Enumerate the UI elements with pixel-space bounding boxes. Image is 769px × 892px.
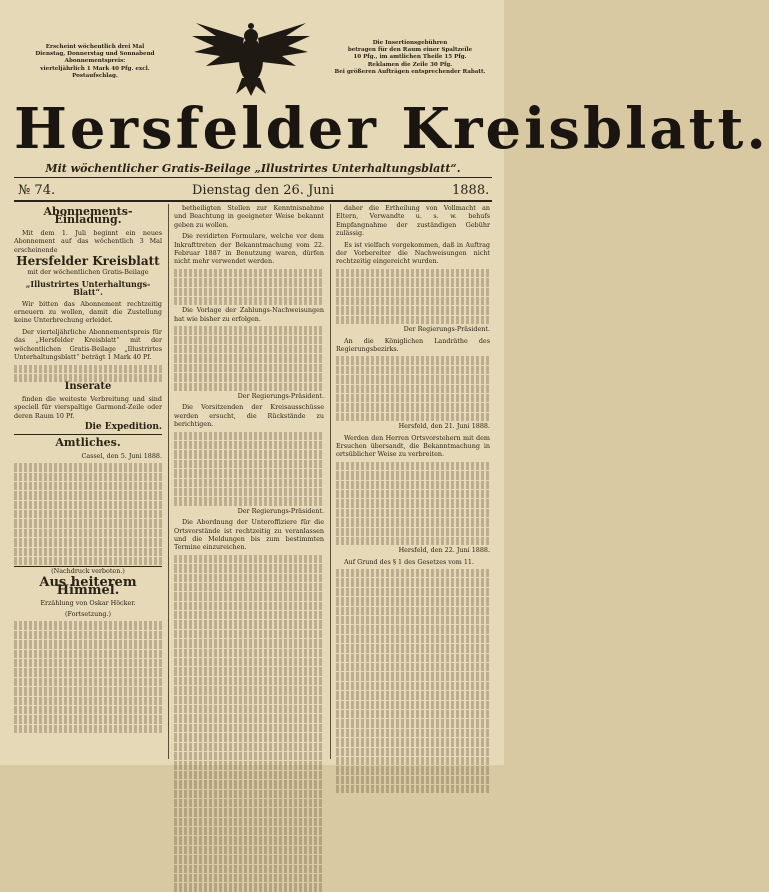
column-2 [174, 204, 324, 759]
signature: Der Regierungs-Präsident. [237, 391, 324, 400]
inserate-heading: Inserate [64, 381, 112, 393]
header-right-line: betragen für den Raum einer Spaltzeile [347, 47, 473, 54]
supplement-title: „Illustrirtes Unterhaltungs-Blatt“. [25, 278, 151, 298]
newspaper-title: Hersfelder Kreisblatt. [14, 96, 769, 162]
subscription-heading: Abonnements-Einladung. [43, 205, 133, 227]
paragraph: Die Vorlage der Zahlungs-Nachweisungen hat wie bisher zu erfolgen. [174, 306, 324, 323]
date-line: Hersfeld, den 22. Juni 1888. [398, 546, 490, 555]
paragraph: finden die weiteste Verbreitung und sind speciell für vierspaltige Garmond-Zeile oder deren Raum 10 Pf. [14, 394, 162, 420]
paragraph: Auf Grund des § 1 des Gesetzes vom 11. [344, 557, 475, 566]
paragraph: daher die Ertheilung von Vollmacht an Eltern, Verwandte u. s. w. behufs Empfangnahme der zuständigen Gebühr zulässig. [336, 204, 490, 238]
issue-number: № 74. [18, 183, 56, 198]
signature: Der Regierungs-Präsident. [237, 506, 324, 515]
expedition-signature: Die Expedition. [84, 421, 162, 432]
date-line: Hersfeld, den 21. Juni 1888. [398, 422, 490, 431]
column-1 [14, 204, 162, 759]
column-divider [168, 204, 169, 759]
eagle-emblem-icon [186, 18, 316, 98]
paragraph: Es ist vielfach vorgekommen, daß in Auftrag der Vorbereiter die Nachweisungen nicht rechtzeitig eingereicht wurden. [336, 240, 490, 266]
continuation-note: (Fortsetzung.) [65, 610, 111, 619]
brand-title: Hersfelder Kreisblatt [16, 254, 160, 269]
header-right-line: Die Insertionsgebühren [372, 40, 448, 46]
issue-date: Dienstag den 26. Juni [192, 183, 335, 198]
paragraph: mit der wöchentlichen Gratis-Beilage [27, 268, 149, 277]
header-right-line: Bei größeren Aufträgen entsprechender Rabatt. [334, 68, 486, 75]
paragraph: Werden den Herren Ortsvorstehern mit dem Ersuchen übersandt, die Bekanntmachung in ortsüblicher Weise zu verbreiten. [336, 433, 490, 459]
feuilleton-subtitle: Erzählung von Oskar Höcker. [40, 598, 136, 607]
dateline [14, 178, 492, 200]
header-left-line: Erscheint wöchentlich drei Mal [45, 44, 145, 50]
header-right-line: 10 Pfg., im amtlichen Theile 15 Pfg. [353, 54, 467, 61]
header-right-line: Reklamen die Zeile 30 Pfg. [367, 61, 453, 68]
paragraph: Die revidirten Formulare, welche vor dem Inkrafttreten der Bekanntmachung vom 22. Februar 1887 in Benutzung waren, dürfen nicht mehr verwendet werden. [174, 232, 324, 266]
subscription-info [20, 44, 170, 80]
header-left-line: Abonnementspreis: [64, 58, 126, 65]
header-left-line: vierteljährlich 1 Mark 40 Pfg. excl. [40, 65, 150, 72]
divider [14, 200, 492, 202]
paragraph: Die Abordnung der Unteroffiziere für die Ortsvorstände ist rechtzeitig zu veranlassen und die Meldungen bis zum bestimmten Termine einzureichen. [174, 518, 324, 552]
column-3 [336, 204, 490, 759]
date-line: Cassel, den 5. Juni 1888. [81, 451, 162, 460]
paragraph: Der vierteljährliche Abonnementspreis für das „Hersfelder Kreisblatt“ mit der wöchentlichen Gratis-Beilage „Illustrirtes Unterhaltungsblatt“ beträgt 1 Mark 40 Pf. [14, 327, 162, 362]
header-left-line: Postaufschlag. [72, 72, 118, 79]
paragraph: Die Vorsitzenden der Kreisausschüsse werden ersucht, die Rückstände zu berichtigen. [174, 403, 324, 429]
paragraph: Wir bitten das Abonnement rechtzeitig erneuern zu wollen, damit die Zustellung keine Unterbrechung erleidet. [14, 299, 162, 325]
amtliches-heading: Amtliches. [55, 436, 121, 450]
feuilleton-title: Aus heiterem Himmel. [39, 574, 137, 599]
paragraph: Mit dem 1. Juli beginnt ein neues Abonnement auf das wöchentlich 3 Mal erscheinende [14, 228, 162, 254]
paragraph: An die Königlichen Landräthe des Regierungsbezirks. [336, 336, 490, 353]
header-left-line: Dienstag, Donnerstag und Sonnabend [35, 51, 155, 58]
reprint-note: (Nachdruck verboten.) [51, 567, 125, 576]
signature: Der Regierungs-Präsident. [403, 325, 490, 334]
paragraph: betheiligten Stellen zur Kenntnisnahme und Beachtung in geeigneter Weise bekannt geben zu wollen. [174, 204, 324, 229]
column-divider [330, 204, 331, 759]
newspaper-subtitle: Mit wöchentlicher Gratis-Beilage „Illustrirtes Unterhaltungsblatt“. [45, 162, 461, 175]
insertion-fees-info [330, 40, 490, 76]
issue-year: 1888. [452, 183, 490, 198]
